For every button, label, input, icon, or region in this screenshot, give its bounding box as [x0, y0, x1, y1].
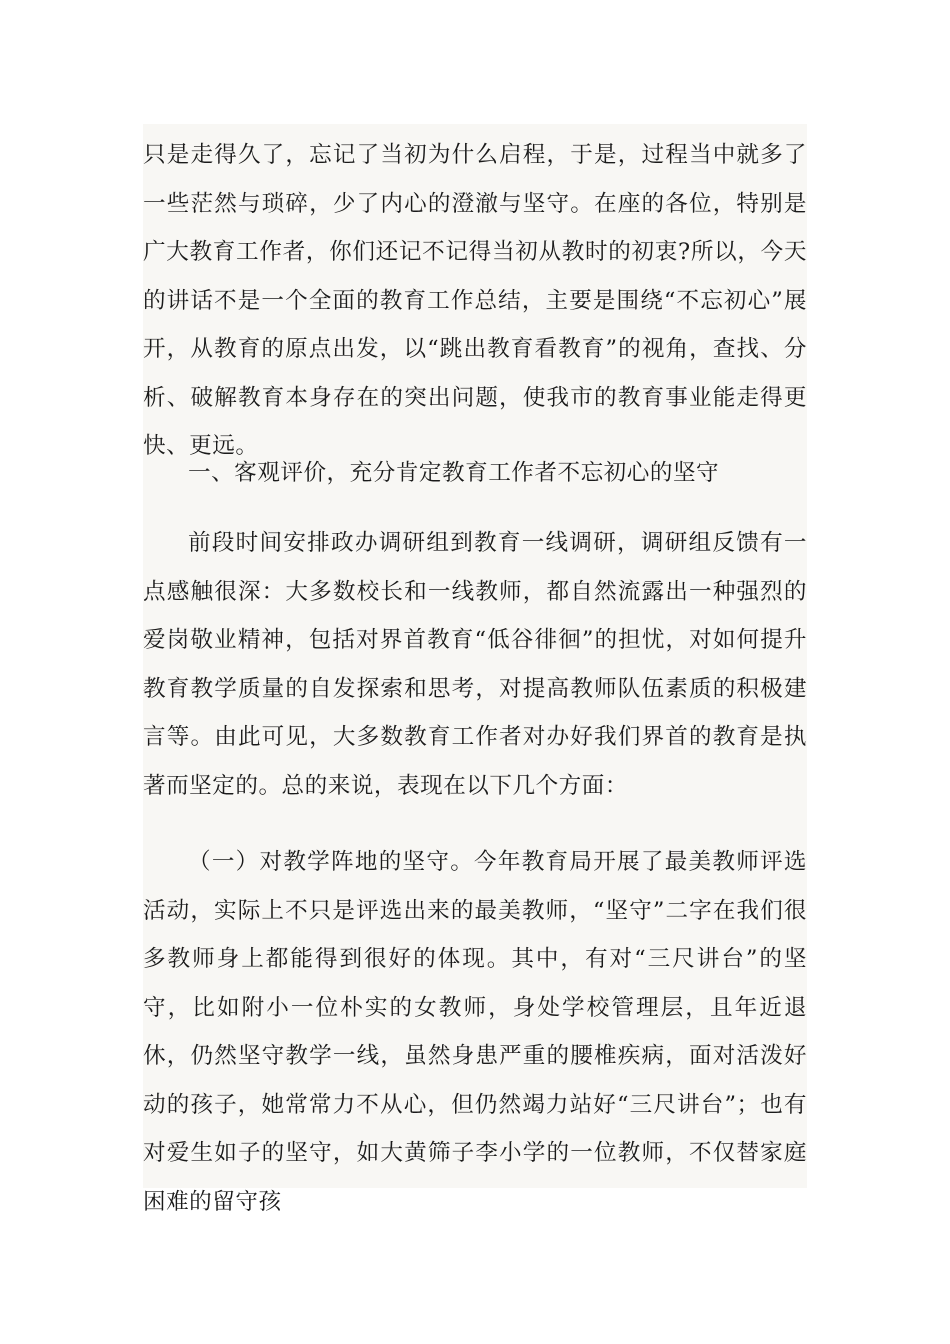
document-page [143, 124, 807, 1215]
section-heading: 一、客观评价，充分肯定教育工作者不忘初心的坚守 [188, 460, 720, 486]
paragraph-2: 前段时间安排政办调研组到教育一线调研，调研组反馈有一点感触很深：大多数校长和一线教师，都自然流露出一种强烈的爱岗敬业精神，包括对界首教育“低谷徘徊”的担忧，对如何提升教育教学质量的自发探索和思考，对提高教师队伍素质的积极建言等。由此可见，大多数教育工作者对办好我们界首的教育是执著而坚定的。总的来说，表现在以下几个方面： [143, 530, 807, 799]
paragraph-3: （一）对教学阵地的坚守。今年教育局开展了最美教师评选活动，实际上不只是评选出来的最美教师，“坚守”二字在我们很多教师身上都能得到很好的体现。其中，有对“三尺讲台”的坚守，比如附小一位朴实的女教师，身处学校管理层，且年近退休，仍然坚守教学一线，虽然身患严重的腰椎疾病，面对活泼好动的孩子，她常常力不从心，但仍然竭力站好“三尺讲台”；也有对爱生如子的坚守，如大黄筛子李小学的一位教师，不仅替家庭困难的留守孩 [143, 849, 807, 1215]
paragraph-1: 只是走得久了，忘记了当初为什么启程，于是，过程当中就多了一些茫然与琐碎，少了内心的澄澈与坚守。在座的各位，特别是广大教育工作者，你们还记不记得当初从教时的初衷?所以，今天的讲话不是一个全面的教育工作总结，主要是围绕“不忘初心”展开，从教育的原点出发，以“跳出教育看教育”的视角，查找、分析、破解教育本身存在的突出问题，使我市的教育事业能走得更快、更远。 [143, 142, 807, 459]
